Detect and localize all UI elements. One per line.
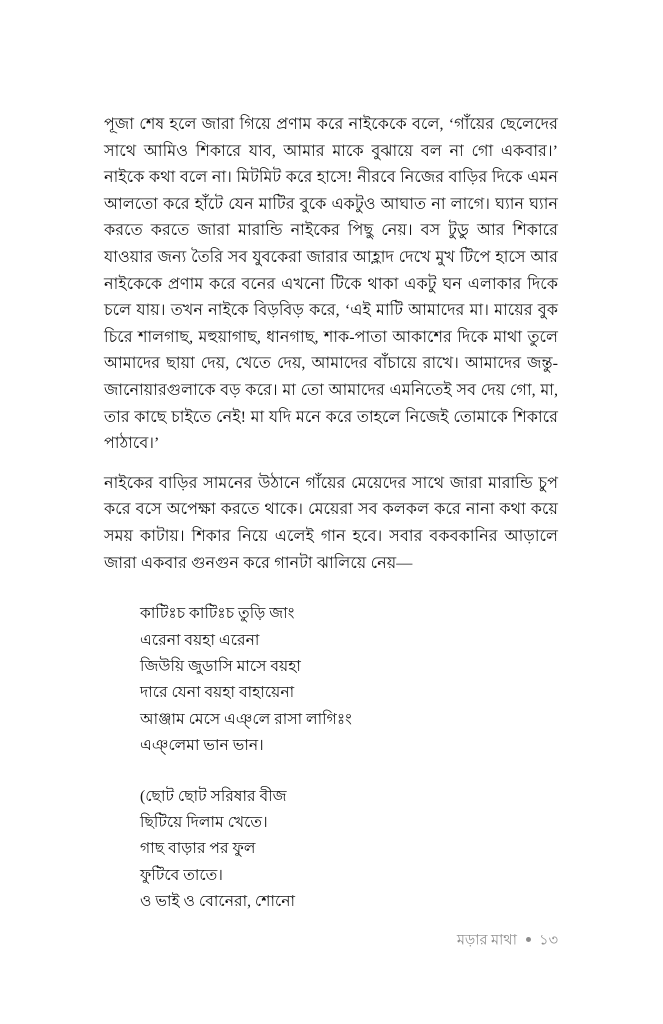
footer-book-title: মড়ার মাথা [456,932,517,949]
verse-line: দারে যেনা বয়হা বাহায়েনা [140,684,295,702]
footer-separator-dot [526,937,531,942]
verse-line: ফুটিবে তাতে। [140,866,223,884]
verse-line: কাটিঃচ কাটিঃচ তুড়ি জাং [140,605,295,623]
verse-line: ছিটিয়ে দিলাম খেতে। [140,813,268,831]
verse-line: ও ভাই ও বোনেরা, শোনো [140,893,296,911]
text-column [104,112,558,916]
verse-line: জিউয়ি জুডাসি মাসে বয়হা [140,657,301,675]
running-footer [104,930,558,951]
verse-line: এরেনা বয়হা এরেনা [140,631,260,649]
verse-line: আঞ্জাম মেসে এঞ্‌লে রাসা লাগিঃং [140,710,352,728]
page-number: ১৩ [539,932,558,949]
verse-spacer [104,590,558,601]
verse-block-1 [104,601,558,759]
body-paragraph-2: নাইকের বাড়ির সামনের উঠানে গাঁয়ের মেয়েদের সাথে জারা মারান্ডি চুপ করে বসে অপেক্ষা করতে থাকে। মেয়েরা সব কলকল করে নানা কথা কয়ে সময় কাটায়। শিকার নিয়ে এলেই গান হবে। সবার বকবকানির আড়ালে জারা একবার গুনগুন করে গানটা ঝালিয়ে নেয়— [104,474,558,572]
verse-line: এঞ্‌লেমা ভান ভান। [140,737,264,755]
verse-line: গাছ বাড়ার পর ফুল [140,840,256,858]
verse-block-2 [104,784,558,916]
verse-block-gap [104,760,558,784]
body-paragraph-1: পূজা শেষ হলে জারা গিয়ে প্রণাম করে নাইকেকে বলে, ‘গাঁয়ের ছেলেদের সাথে আমিও শিকারে যাব, আমার মাকে বুঝায়ে বল না গো একবার।’ নাইকে কথা বলে না। মিটমিট করে হাসে! নীরবে নিজের বাড়ির দিকে এমন আলতো করে হাঁটে যেন মাটির বুকে একটুও আঘাত না লাগে। ঘ্যান ঘ্যান করতে করতে জারা মারান্ডি নাইকের পিছু নেয়। বস টুডু আর শিকারে যাওয়ার জন্য তৈরি সব যুবকেরা জারার আহ্লাদ দেখে মুখ টিপে হাসে আর নাইকেকে প্রণাম করে বনের এখনো টিকে থাকা একটু ঘন এলাকার দিকে চলে যায়। তখন নাইকে বিড়বিড় করে, ‘এই মাটি আমাদের মা। মায়ের বুক চিরে শালগাছ, মহুয়াগাছ, ধানগাছ, শাক-পাতা আকাশের দিকে মাথা তুলে আমাদের ছায়া দেয়, খেতে দেয়, আমাদের বাঁচায়ে রাখে। আমাদের জন্তু-জানোয়ারগুলাকে বড় করে। মা তো আমাদের এমনিতেই সব দেয় গো, মা, তার কাছে চাইতে নেই! মা যদি মনে করে তাহলে নিজেই তোমাকে শিকারে পাঠাবে।’ [104,116,558,453]
verse-line: (ছোট ছোট সরিষার বীজ [140,787,287,805]
